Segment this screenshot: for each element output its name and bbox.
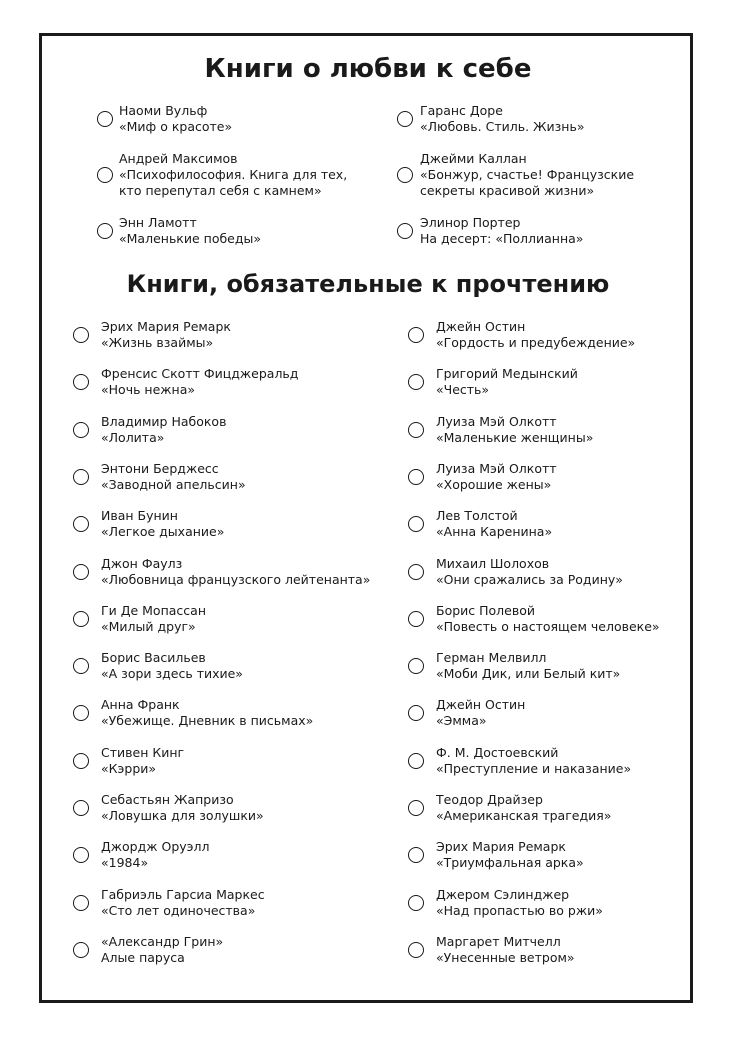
book-author: Владимир Набоков [101,413,227,429]
checkbox-circle[interactable] [73,753,89,769]
book-author: Джейн Остин [436,697,526,713]
book-title-line: «Над пропастью во ржи» [436,902,603,918]
book-text [436,697,525,729]
book-author: Элинор Портер [420,215,521,230]
checkbox-circle[interactable] [408,800,424,816]
checkbox-circle[interactable] [408,658,424,674]
book-text [436,414,593,446]
book-author: Себастьян Жапризо [101,792,234,807]
checkbox-circle[interactable] [73,422,89,438]
book-title-line: «Ночь нежна» [101,382,196,398]
book-title-line: «Преступление и наказание» [436,760,632,776]
book-author: Борис Васильев [101,650,206,666]
book-text [420,151,634,199]
book-title-line: «Хорошие жены» [436,476,552,492]
book-author: Энтони Берджесс [101,460,219,476]
book-text [436,556,623,588]
checkbox-circle[interactable] [397,167,413,183]
book-text [436,839,584,871]
book-text [436,461,557,493]
checkbox-circle[interactable] [73,611,89,627]
book-text [436,366,578,398]
book-title-line: «Кэрри» [101,760,157,776]
book-author: Луиза Мэй Олкотт [436,460,557,476]
book-title-line: «Эмма» [436,713,487,729]
checkbox-circle[interactable] [408,942,424,958]
book-title-line: «1984» [101,855,149,871]
checkbox-circle[interactable] [408,753,424,769]
book-author: Джером Сэлинджер [436,886,570,902]
book-title-line: «Любовь. Стиль. Жизнь» [420,119,585,134]
checkbox-circle[interactable] [73,327,89,343]
checkbox-circle[interactable] [408,611,424,627]
section-title-self-love: Книги о любви к себе [204,54,532,84]
book-author: Джейми Каллан [420,151,527,166]
book-title-line: «Лолита» [101,429,165,445]
book-author: Ф. М. Достоевский [436,744,559,760]
book-author: Френсис Скотт Фицджеральд [101,366,299,382]
book-text [101,887,265,919]
book-text [436,650,620,682]
book-text [101,461,246,493]
book-author: Теодор Драйзер [436,792,543,807]
book-title-line: «Заводной апельсин» [101,476,246,492]
book-text [436,745,631,777]
checkbox-circle[interactable] [408,895,424,911]
book-text [101,603,206,635]
book-title-line: «Унесенные ветром» [436,949,575,965]
checkbox-circle[interactable] [397,111,413,127]
book-title-line: секреты красивой жизни» [420,183,595,198]
checkbox-circle[interactable] [97,223,113,239]
book-author: Андрей Максимов [119,151,238,166]
book-title-line: Алые паруса [101,949,185,965]
book-title-line: «Повесть о настоящем человеке» [436,618,660,634]
checkbox-circle[interactable] [97,111,113,127]
book-text [101,508,224,540]
book-text [420,103,584,135]
book-title-line: «Моби Дик, или Белый кит» [436,666,621,682]
book-title-line: «Бонжур, счастье! Французские [420,167,635,182]
book-title-line: «Жизнь взаймы» [101,335,214,350]
book-text [101,839,210,871]
checkbox-circle[interactable] [97,167,113,183]
book-text [101,792,264,824]
book-author: Джейн Остин [436,319,526,334]
book-title-line: «Сто лет одиночества» [101,902,256,918]
book-author: Ги Де Мопассан [101,602,206,618]
book-text [119,215,261,247]
checkbox-circle[interactable] [408,422,424,438]
checkbox-circle[interactable] [73,800,89,816]
section-title-must-read: Книги, обязательные к прочтению [126,270,610,298]
book-author: Джон Фаулз [101,555,183,571]
checkbox-circle[interactable] [408,564,424,580]
book-author: Герман Мелвилл [436,650,547,666]
book-author: Анна Франк [101,697,180,713]
book-author: Гаранс Доре [420,103,503,118]
book-author: Эрих Мария Ремарк [436,839,566,855]
book-text [101,745,184,777]
book-title-line: «Маленькие победы» [119,231,262,246]
book-text [119,103,232,135]
checkbox-circle[interactable] [397,223,413,239]
checkbox-circle[interactable] [408,469,424,485]
book-text [101,650,243,682]
checkbox-circle[interactable] [73,564,89,580]
book-text [420,215,583,247]
checkbox-circle[interactable] [73,895,89,911]
book-title-line: «Убежище. Дневник в письмах» [101,713,314,729]
book-author: Наоми Вульф [119,103,208,118]
book-author: Эрих Мария Ремарк [101,319,231,334]
book-author: Лев Толстой [436,508,518,524]
book-title-line: На десерт: «Поллианна» [420,231,584,246]
book-author: «Александр Грин» [101,933,224,949]
book-text [436,603,660,635]
book-title-line: «Легкое дыхание» [101,524,225,540]
book-author: Энн Ламотт [119,215,197,230]
book-text [119,151,347,199]
book-title-line: «Психофилософия. Книга для тех, [119,167,348,182]
book-text [101,934,223,966]
book-title-line: «Ловушка для золушки» [101,808,264,823]
checkbox-circle[interactable] [73,942,89,958]
book-title-line: «Они сражались за Родину» [436,571,623,587]
book-author: Иван Бунин [101,508,178,524]
checkbox-circle[interactable] [73,469,89,485]
book-title-line: «Честь» [436,382,490,398]
book-title-line: «Гордость и предубеждение» [436,335,636,350]
book-title-line: «Анна Каренина» [436,524,553,540]
book-author: Стивен Кинг [101,744,185,760]
book-author: Луиза Мэй Олкотт [436,413,557,429]
checkbox-circle[interactable] [408,327,424,343]
book-title-line: «Триумфальная арка» [436,855,584,871]
book-text [436,319,635,351]
book-text [436,508,552,540]
book-text [101,556,370,588]
book-title-line: «Любовница французского лейтенанта» [101,571,371,587]
book-text [101,414,226,446]
book-author: Габриэль Гарсиа Маркес [101,886,265,902]
book-title-line: «Миф о красоте» [119,119,233,134]
book-text [436,934,575,966]
book-title-line: «А зори здесь тихие» [101,666,243,682]
book-title-line: «Маленькие женщины» [436,429,594,445]
book-author: Борис Полевой [436,602,535,618]
book-author: Григорий Медынский [436,366,578,382]
book-title-line: «Американская трагедия» [436,808,612,823]
book-title-line: «Милый друг» [101,618,196,634]
book-text [101,697,313,729]
book-author: Михаил Шолохов [436,555,550,571]
book-text [101,366,298,398]
book-author: Маргарет Митчелл [436,933,561,949]
checkbox-circle[interactable] [73,658,89,674]
book-text [436,887,603,919]
book-title-line: кто перепутал себя с камнем» [119,183,322,198]
book-text [436,792,611,824]
book-text [101,319,231,351]
book-author: Джордж Оруэлл [101,839,210,855]
